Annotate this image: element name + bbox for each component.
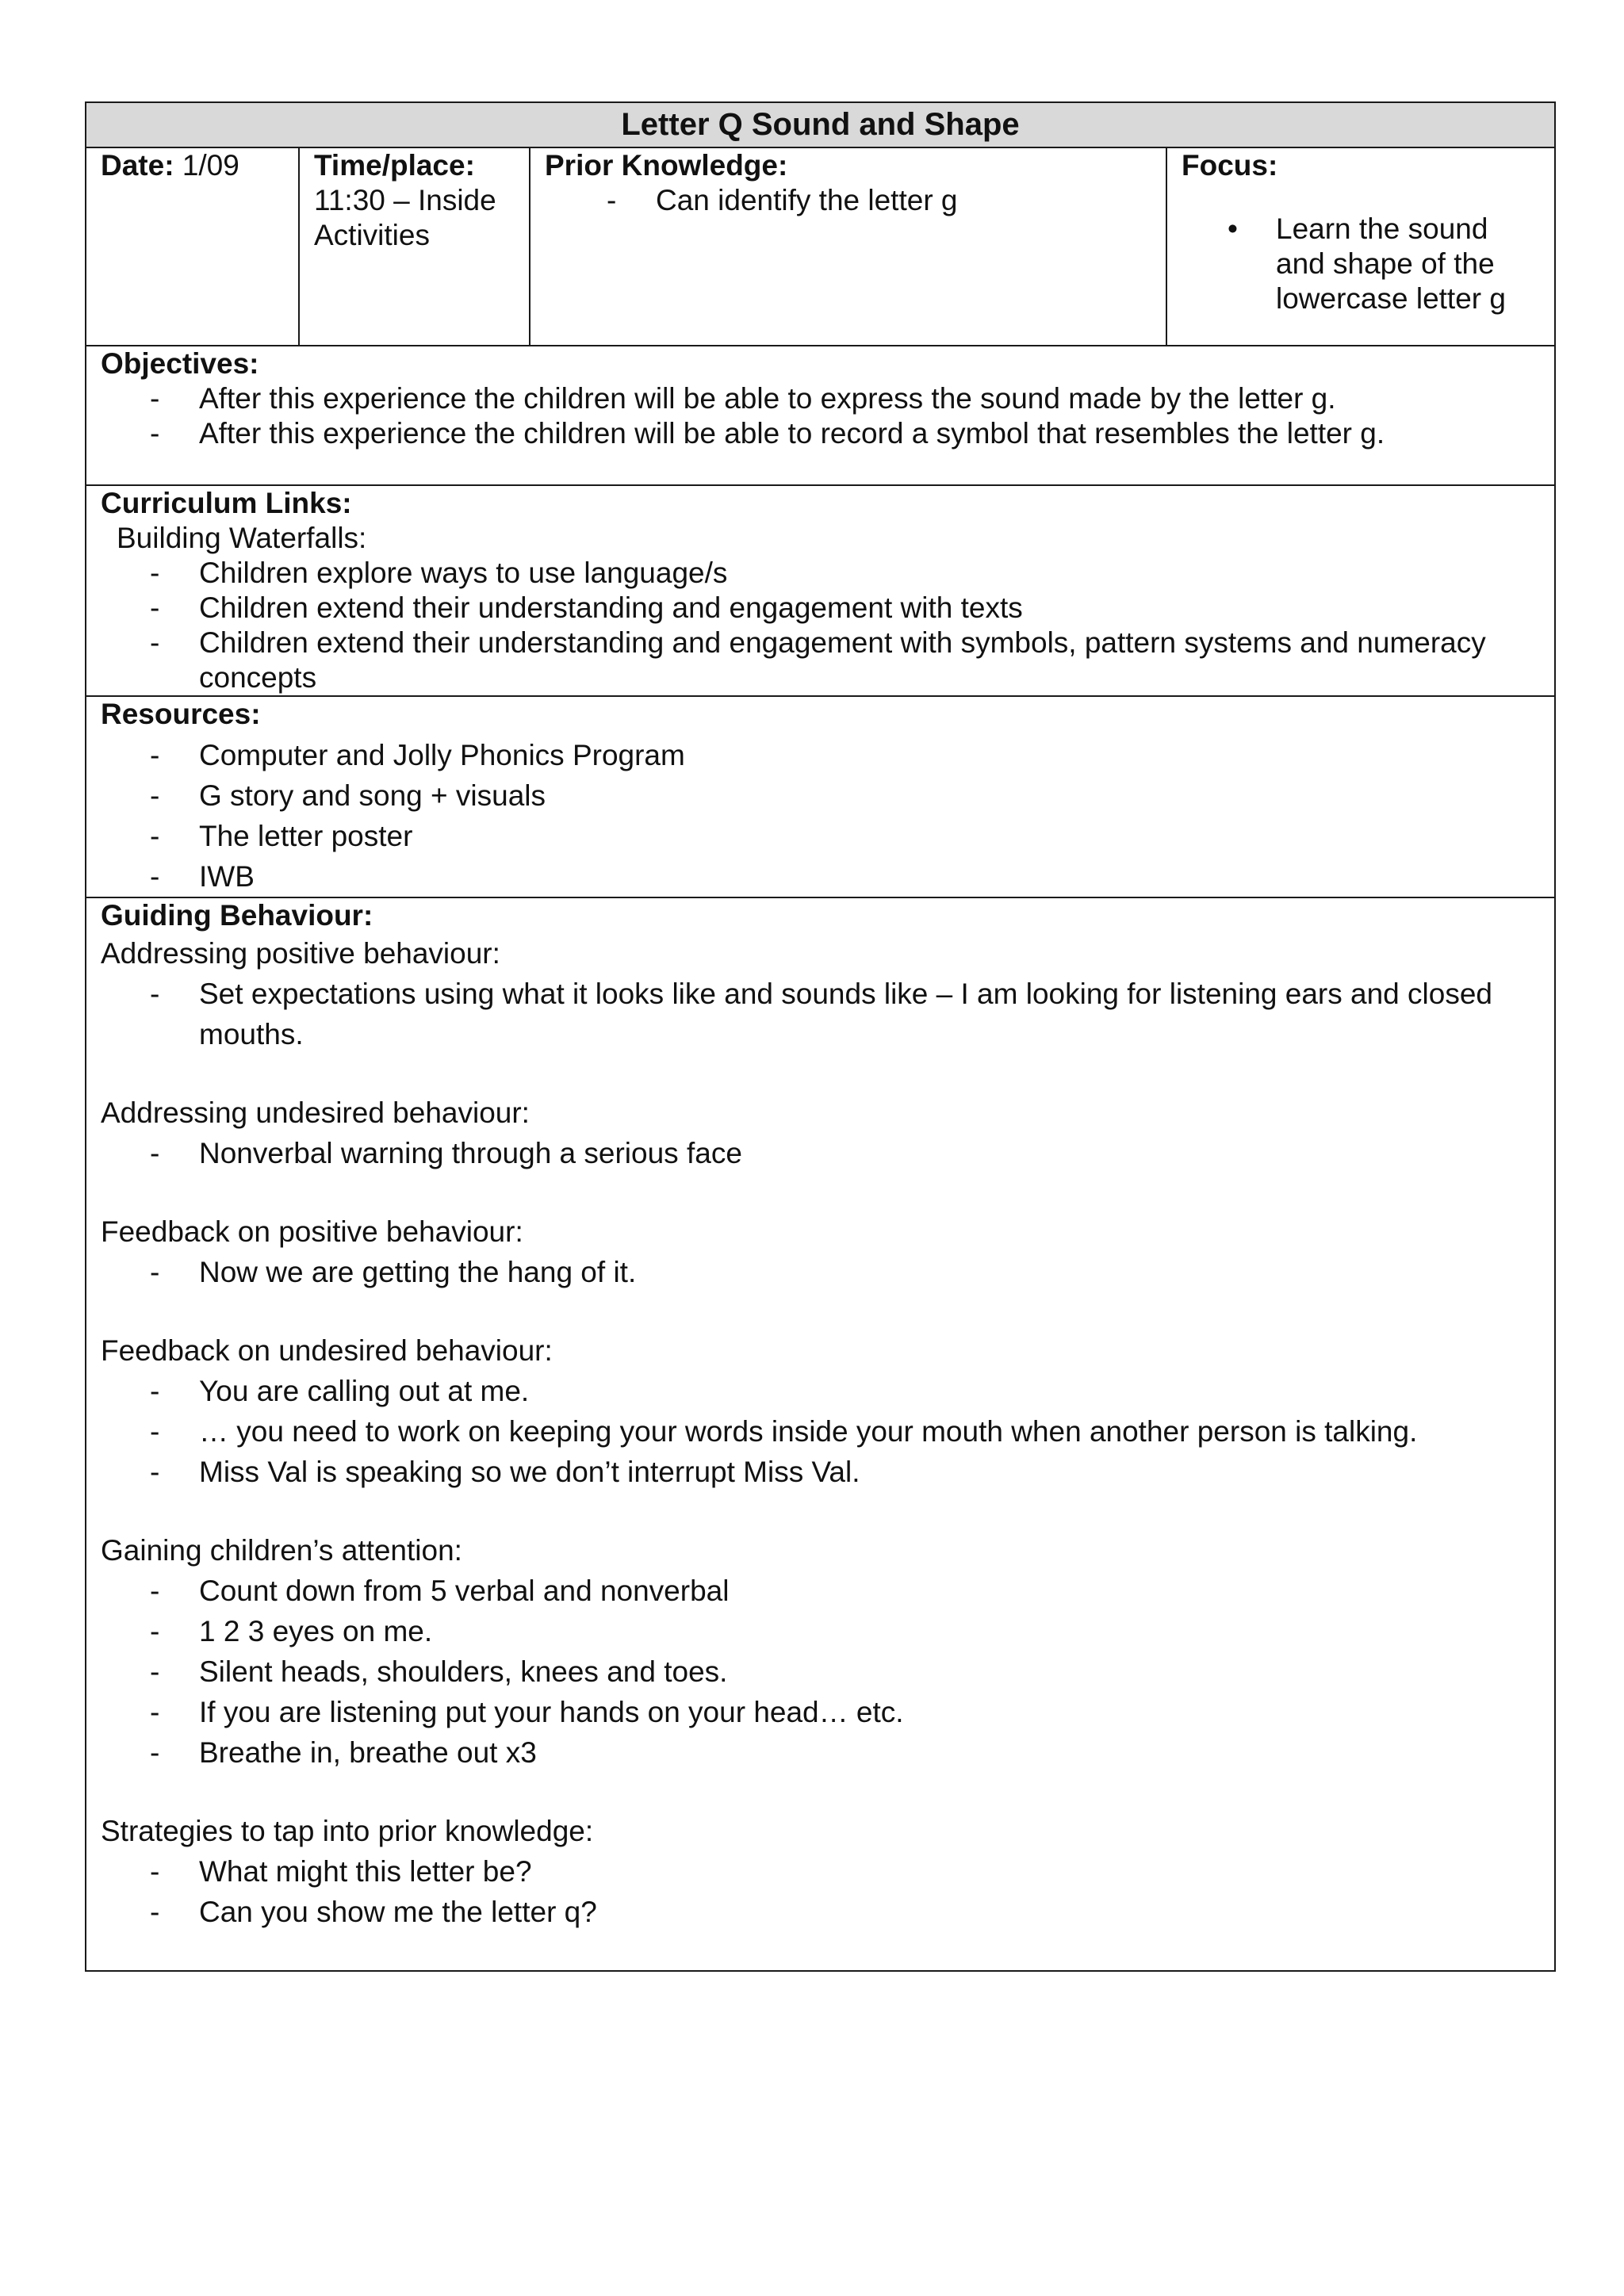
- curriculum-item: - Children extend their understanding and engagement with symbols, pattern systems and numeracy concepts: [101, 626, 1540, 695]
- guiding-item: - Silent heads, shoulders, knees and toes.: [101, 1651, 1540, 1692]
- prior-knowledge-list: [545, 183, 1151, 218]
- curriculum-row: [86, 485, 1555, 696]
- guiding-section-list: [101, 1851, 1540, 1932]
- guiding-item: - Count down from 5 verbal and nonverbal: [101, 1571, 1540, 1611]
- prior-knowledge-cell: [530, 147, 1166, 346]
- guiding-section-list: [101, 1133, 1540, 1173]
- guiding-item: - Set expectations using what it looks like and sounds like – I am looking for listening ears and closed mouths.: [101, 974, 1540, 1054]
- guiding-row: [86, 897, 1555, 1971]
- objectives-cell: [86, 346, 1555, 485]
- guiding-section-list: [101, 1371, 1540, 1492]
- guiding-section-list: [101, 1571, 1540, 1773]
- date-cell: [86, 147, 299, 346]
- guiding-label: Guiding Behaviour:: [101, 899, 373, 932]
- guiding-section-list: [101, 1252, 1540, 1292]
- curriculum-label: Curriculum Links:: [101, 487, 352, 519]
- date-value: 1/09: [182, 149, 239, 182]
- lesson-plan-table: [85, 101, 1556, 1972]
- guiding-item: - Can you show me the letter q?: [101, 1892, 1540, 1932]
- resource-item: - The letter poster: [101, 816, 1540, 856]
- objectives-list: [101, 381, 1540, 451]
- guiding-item: - You are calling out at me.: [101, 1371, 1540, 1411]
- title-row: [86, 102, 1555, 147]
- guiding-section-heading: Addressing positive behaviour:: [101, 937, 500, 970]
- guiding-item: - Nonverbal warning through a serious face: [101, 1133, 1540, 1173]
- header-row: [86, 147, 1555, 346]
- guiding-section-list: [101, 974, 1540, 1054]
- curriculum-item: - Children explore ways to use language/s: [101, 556, 1540, 591]
- time-label: Time/place:: [314, 149, 475, 182]
- guiding-item: - … you need to work on keeping your words inside your mouth when another person is talking.: [101, 1411, 1540, 1452]
- focus-item: • Learn the sound and shape of the lowercase letter g: [1182, 212, 1540, 316]
- time-cell: [299, 147, 530, 346]
- focus-list: [1182, 212, 1540, 316]
- objective-item: - After this experience the children will be able to express the sound made by the letter g.: [101, 381, 1540, 416]
- guiding-item: - Miss Val is speaking so we don’t interrupt Miss Val.: [101, 1452, 1540, 1492]
- lesson-title: Letter Q Sound and Shape: [86, 102, 1555, 147]
- objectives-row: [86, 346, 1555, 485]
- resource-item: - Computer and Jolly Phonics Program: [101, 735, 1540, 775]
- guiding-item: - 1 2 3 eyes on me.: [101, 1611, 1540, 1651]
- objective-item: - After this experience the children will be able to record a symbol that resembles the letter g.: [101, 416, 1540, 451]
- resources-row: [86, 696, 1555, 897]
- resources-cell: [86, 696, 1555, 897]
- focus-label: Focus:: [1182, 149, 1278, 182]
- time-value: 11:30 – Inside Activities: [314, 184, 496, 251]
- curriculum-cell: [86, 485, 1555, 696]
- curriculum-item: - Children extend their understanding and engagement with texts: [101, 591, 1540, 626]
- guiding-section-heading: Addressing undesired behaviour:: [101, 1096, 530, 1129]
- guiding-item: - What might this letter be?: [101, 1851, 1540, 1892]
- guiding-cell: [86, 897, 1555, 1971]
- guiding-item: - Now we are getting the hang of it.: [101, 1252, 1540, 1292]
- guiding-section-heading: Strategies to tap into prior knowledge:: [101, 1815, 594, 1847]
- curriculum-subheading: Building Waterfalls:: [117, 522, 367, 554]
- guiding-section-heading: Feedback on undesired behaviour:: [101, 1334, 553, 1367]
- resources-list: [101, 735, 1540, 897]
- focus-cell: [1166, 147, 1555, 346]
- resource-item: - G story and song + visuals: [101, 775, 1540, 816]
- guiding-section-heading: Feedback on positive behaviour:: [101, 1215, 523, 1248]
- curriculum-list: [101, 556, 1540, 695]
- objectives-label: Objectives:: [101, 347, 259, 380]
- resource-item: - IWB: [101, 856, 1540, 897]
- resources-label: Resources:: [101, 698, 261, 730]
- prior-knowledge-label: Prior Knowledge:: [545, 149, 788, 182]
- guiding-item: - Breathe in, breathe out x3: [101, 1732, 1540, 1773]
- guiding-section-heading: Gaining children’s attention:: [101, 1534, 462, 1567]
- prior-knowledge-item: - Can identify the letter g: [545, 183, 1151, 218]
- guiding-item: - If you are listening put your hands on your head… etc.: [101, 1692, 1540, 1732]
- date-label: Date:: [101, 149, 174, 182]
